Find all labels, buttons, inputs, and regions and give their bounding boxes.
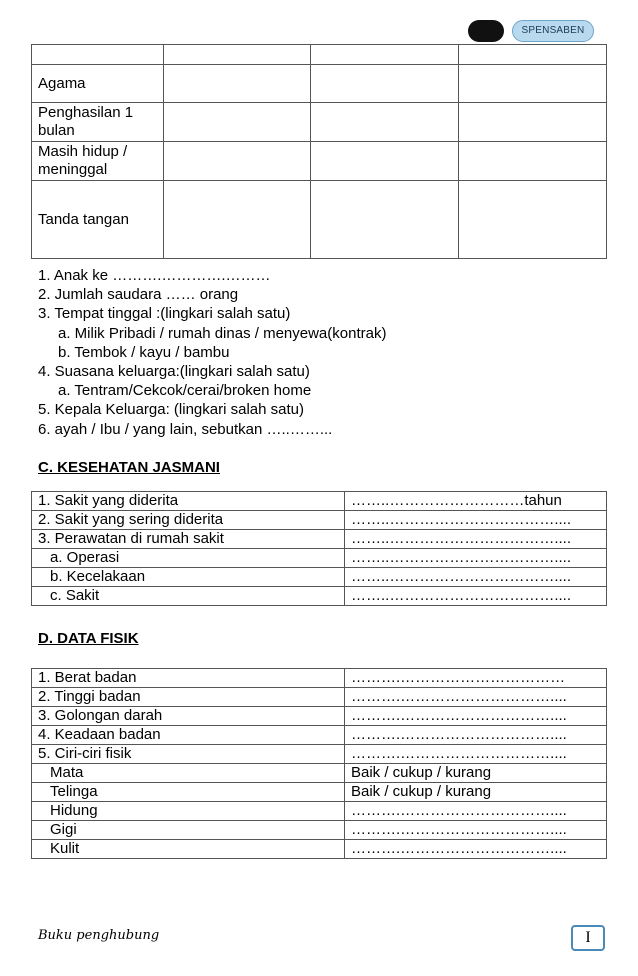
row-label: 3. Golongan darah — [32, 707, 345, 726]
row-label: 5. Ciri-ciri fisik — [32, 745, 345, 764]
list-item: 3. Tempat tinggal :(lingkari salah satu) — [38, 305, 291, 323]
table-row — [32, 688, 607, 707]
row-value: ……….………………………….... — [345, 821, 607, 840]
list-item: 4. Suasana keluarga:(lingkari salah satu) — [38, 363, 310, 381]
header-dark-badge — [468, 20, 504, 42]
table-row — [32, 587, 607, 606]
row-value: ……….…………………………… — [345, 669, 607, 688]
table-row — [32, 181, 607, 259]
table-row — [32, 549, 607, 568]
health-table — [31, 491, 607, 606]
table-row — [32, 745, 607, 764]
row-label: Telinga — [32, 783, 345, 802]
table-row — [32, 802, 607, 821]
table-row — [32, 45, 607, 65]
row-label: 4. Keadaan badan — [32, 726, 345, 745]
physical-table — [31, 668, 607, 859]
table-row — [32, 783, 607, 802]
table-cell-label: Tanda tangan — [32, 181, 164, 259]
list-item: b. Tembok / kayu / bambu — [58, 343, 230, 361]
row-value: ……..…………………………….... — [345, 511, 607, 530]
table-row — [32, 530, 607, 549]
row-value: ……….………………………….... — [345, 745, 607, 764]
row-label: Hidung — [32, 802, 345, 821]
row-value: ……..…………………………….... — [345, 530, 607, 549]
table-row — [32, 669, 607, 688]
list-item: 6. ayah / Ibu / yang lain, sebutkan …..……... — [38, 420, 333, 438]
table-cell-label: Penghasilan 1 bulan — [32, 103, 164, 142]
list-item: a. Tentram/Cekcok/cerai/broken home — [58, 382, 312, 400]
row-label: Kulit — [32, 840, 345, 859]
table-row — [32, 511, 607, 530]
family-info-list — [38, 266, 386, 439]
list-item: 5. Kepala Keluarga: (lingkari salah satu) — [38, 401, 304, 419]
table-row — [32, 764, 607, 783]
table-row — [32, 726, 607, 745]
row-value: ……….………………………….... — [345, 840, 607, 859]
row-value: ……….………………………….... — [345, 726, 607, 745]
row-value: ……….………………………….... — [345, 688, 607, 707]
table-row — [32, 821, 607, 840]
table-row — [32, 142, 607, 181]
row-value: Baik / cukup / kurang — [345, 764, 607, 783]
list-item: 2. Jumlah saudara …… orang — [38, 286, 239, 304]
row-value: ……..…………………………….... — [345, 568, 607, 587]
table-row — [32, 840, 607, 859]
table-row — [32, 707, 607, 726]
table-row — [32, 65, 607, 103]
row-label: c. Sakit — [32, 587, 345, 606]
table-row — [32, 103, 607, 142]
row-value: ……..…………………………….... — [345, 549, 607, 568]
row-label: b. Kecelakaan — [32, 568, 345, 587]
row-label: Mata — [32, 764, 345, 783]
section-d-title: D. DATA FISIK — [38, 630, 139, 647]
row-label: 2. Tinggi badan — [32, 688, 345, 707]
row-label: 1. Berat badan — [32, 669, 345, 688]
row-value: Baik / cukup / kurang — [345, 783, 607, 802]
brand-badge: SPENSABEN — [512, 20, 594, 42]
row-label: a. Operasi — [32, 549, 345, 568]
footer-title: Buku penghubung — [38, 928, 160, 943]
section-c-title: C. KESEHATAN JASMANI — [38, 459, 220, 476]
list-item: 1. Anak ke ……….………….……… — [38, 267, 271, 284]
family-table — [31, 44, 607, 259]
table-cell-label: Masih hidup / meninggal — [32, 142, 164, 181]
list-item: a. Milik Pribadi / rumah dinas / menyewa(kontrak) — [58, 324, 387, 342]
row-label: 2. Sakit yang sering diderita — [32, 511, 345, 530]
row-value: ……..………………………tahun — [345, 492, 607, 511]
row-label: Gigi — [32, 821, 345, 840]
row-value: ……..…………………………….... — [345, 587, 607, 606]
row-label: 3. Perawatan di rumah sakit — [32, 530, 345, 549]
row-value: ……….………………………….... — [345, 802, 607, 821]
row-value: ……….………………………….... — [345, 707, 607, 726]
page-number: I — [571, 925, 605, 951]
table-row — [32, 492, 607, 511]
table-row — [32, 568, 607, 587]
row-label: 1. Sakit yang diderita — [32, 492, 345, 511]
table-cell-label — [32, 45, 164, 65]
table-cell-label: Agama — [32, 65, 164, 103]
